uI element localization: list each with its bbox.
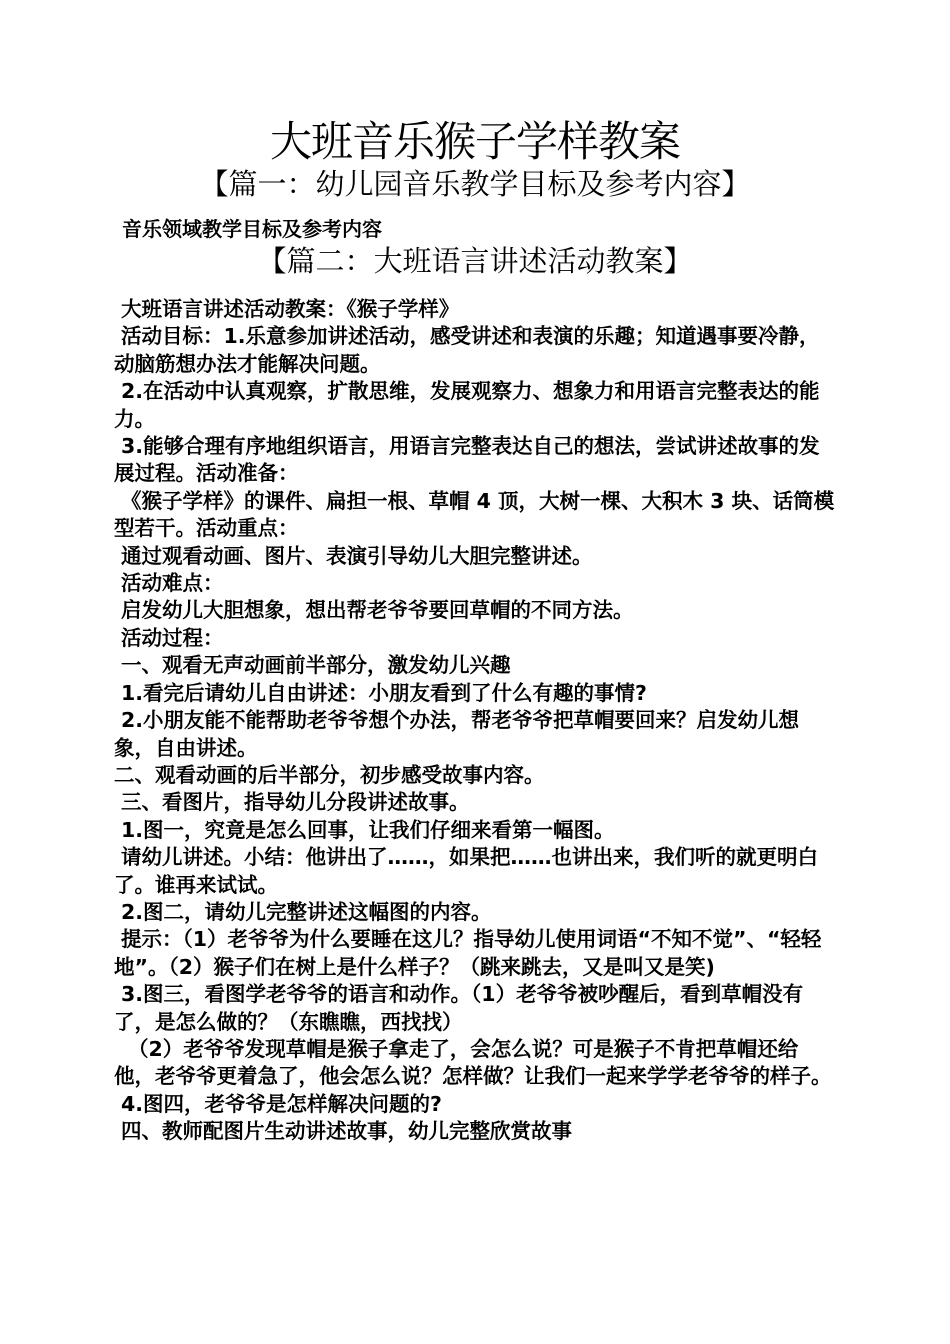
paragraph-picture-3: 3.图三，看图学老爷爷的语言和动作。（1）老爷爷被吵醒后，看到草帽没有了，是怎么做的？（东瞧瞧，西找找） — [114, 982, 804, 1034]
paragraph-summary: 请幼儿讲述。小结：他讲出了……，如果把……也讲出来，我们听的就更明白了。谁再来试试。 — [114, 845, 818, 897]
paragraph-difficulty-label: 活动难点： — [121, 571, 224, 596]
paragraph-goal-2: 2.在活动中认真观察，扩散思维，发展观察力、想象力和用语言完整表达的能力。 — [114, 379, 820, 431]
paragraph-picture-4: 4.图四，老爷爷是怎样解决问题的? — [121, 1091, 442, 1116]
paragraph-goal-1: 活动目标：1.乐意参加讲述活动，感受讲述和表演的乐趣；知道遇事要冷静，动脑筋想办法才能解决问题。 — [114, 324, 820, 376]
paragraph-step-2: 二、观看动画的后半部分，初步感受故事内容。 — [114, 762, 545, 787]
paragraph-step-1: 一、观看无声动画前半部分，激发幼儿兴趣 — [121, 653, 511, 678]
document-title: 大班音乐猴子学样教案 — [269, 117, 680, 166]
paragraph-process-label: 活动过程： — [121, 625, 224, 650]
paragraph-goal-3: 3.能够合理有序地组织语言，用语言完整表达自己的想法，尝试讲述故事的发展过程。活动准备： — [114, 434, 820, 486]
paragraph-step-3: 三、看图片，指导幼儿分段讲述故事。 — [121, 790, 470, 815]
paragraph-hint: 提示：（1）老爷爷为什么要睡在这儿？指导幼儿使用词语“不知不觉”、“轻轻地”。（2）猴子们在树上是什么样子？（跳来跳去，又是叫又是笑) — [114, 927, 822, 979]
paragraph-materials: 《猴子学样》的课件、扁担一根、草帽 4 顶，大树一棵、大积木 3 块、话筒模型若干。活动重点： — [114, 488, 835, 541]
paragraph-step-1-2: 2.小朋友能不能帮助老爷爷想个办法，帮老爷爷把草帽要回来？启发幼儿想象，自由讲述。 — [114, 708, 800, 760]
section-label: 音乐领域教学目标及参考内容 — [122, 217, 382, 241]
paragraph-picture-3-part-2: （2）老爷爷发现草帽是猴子拿走了，会怎么说？可是猴子不肯把草帽还给他，老爷爷更着急了，他会怎么说？怎样做？让我们一起来学学老爷爷的样子。 — [114, 1036, 832, 1089]
paragraph-picture-1: 1.图一，究竟是怎么回事，让我们仔细来看第一幅图。 — [121, 817, 615, 842]
heading-part-two: 【篇二：大班语言讲述活动教案】 — [257, 244, 693, 278]
paragraph-key-point: 通过观看动画、图片、表演引导幼儿大胆完整讲述。 — [121, 543, 593, 568]
paragraph-plan-title: 大班语言讲述活动教案：《猴子学样》 — [121, 297, 460, 321]
paragraph-picture-2: 2.图二，请幼儿完整讲述这幅图的内容。 — [121, 899, 492, 924]
paragraph-step-4: 四、教师配图片生动讲述故事，幼儿完整欣赏故事 — [121, 1119, 572, 1144]
heading-part-one: 【篇一：幼儿园音乐教学目标及参考内容】 — [199, 167, 751, 201]
paragraph-difficulty: 启发幼儿大胆想象，想出帮老爷爷要回草帽的不同方法。 — [121, 598, 634, 623]
lesson-plan-body — [114, 296, 839, 1146]
paragraph-step-1-1: 1.看完后请幼儿自由讲述：小朋友看到了什么有趣的事情? — [121, 680, 647, 705]
